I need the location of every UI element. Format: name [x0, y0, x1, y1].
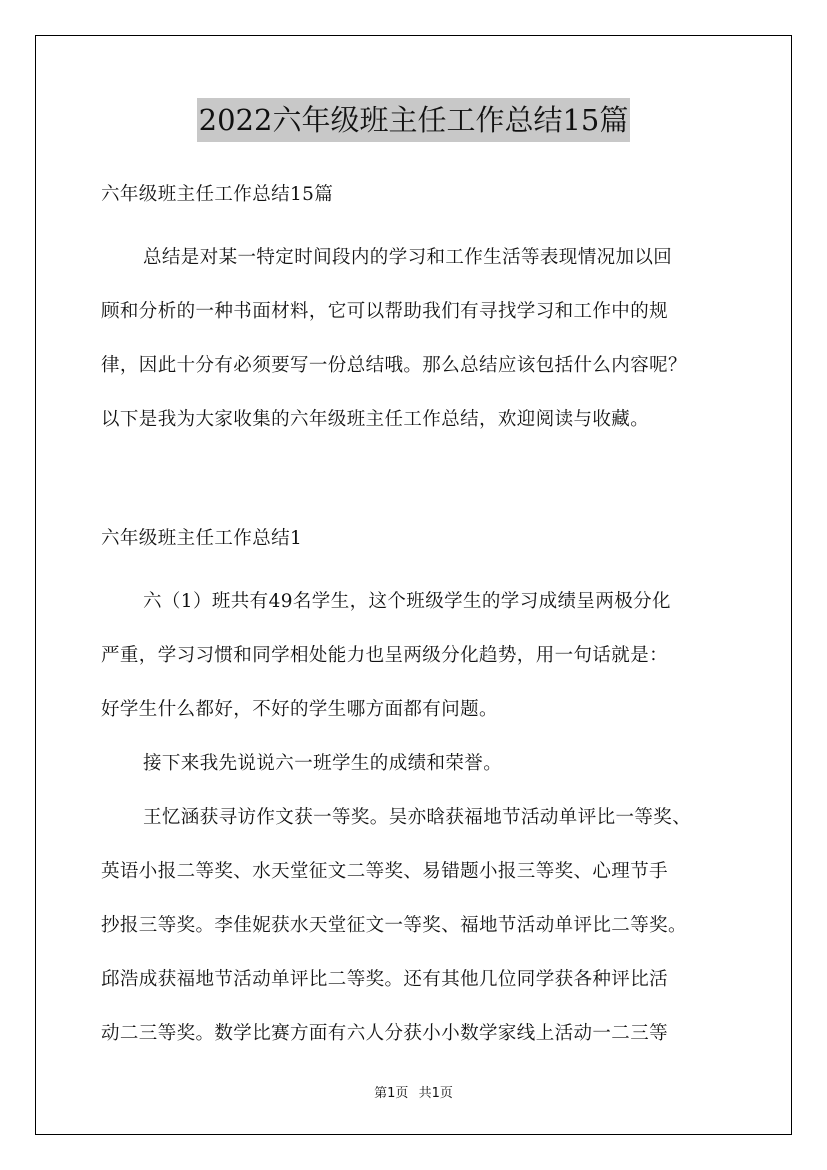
intro-line: 以下是我为大家收集的六年级班主任工作总结，欢迎阅读与收藏。 — [101, 409, 650, 430]
document-subtitle: 六年级班主任工作总结15篇 — [101, 184, 334, 205]
intro-line: 顾和分析的一种书面材料，它可以帮助我们有寻找学习和工作中的规 — [101, 301, 669, 322]
paragraph-line: 接下来我先说说六一班学生的成绩和荣誉。 — [143, 753, 503, 774]
paragraph-line: 好学生什么都好，不好的学生哪方面都有问题。 — [101, 699, 498, 720]
paragraph-2 — [101, 737, 741, 791]
title-container — [0, 98, 827, 142]
paragraph-1 — [101, 575, 741, 737]
paragraph-3 — [101, 791, 741, 1061]
document-body — [101, 175, 741, 1061]
intro-paragraph — [101, 231, 741, 447]
document-title: 2022六年级班主任工作总结15篇 — [197, 98, 631, 142]
paragraph-line: 六（1）班共有49名学生，这个班级学生的学习成绩呈两极分化 — [143, 591, 671, 612]
paragraph-line: 英语小报二等奖、水天堂征文二等奖、易错题小报三等奖、心理节手 — [101, 861, 669, 882]
paragraph-line: 严重，学习习惯和同学相处能力也呈两级分化趋势，用一句话就是： — [101, 645, 669, 666]
paragraph-line: 王忆涵获寻访作文获一等奖。吴亦晗获福地节活动单评比一等奖、 — [143, 807, 692, 828]
intro-line: 总结是对某一特定时间段内的学习和工作生活等表现情况加以回 — [143, 247, 673, 268]
paragraph-line: 邱浩成获福地节活动单评比二等奖。还有其他几位同学获各种评比活 — [101, 969, 669, 990]
page-number: 第1页 — [374, 1086, 409, 1101]
paragraph-line: 抄报三等奖。李佳妮获水天堂征文一等奖、福地节活动单评比二等奖。 — [101, 915, 687, 936]
section-heading: 六年级班主任工作总结1 — [101, 528, 303, 549]
intro-line: 律，因此十分有必须要写一份总结哦。那么总结应该包括什么内容呢？ — [101, 355, 687, 376]
paragraph-line: 动二三等奖。数学比赛方面有六人分获小小数学家线上活动一二三等 — [101, 1023, 669, 1044]
page-total: 共1页 — [418, 1086, 453, 1101]
page-footer — [0, 1082, 827, 1101]
